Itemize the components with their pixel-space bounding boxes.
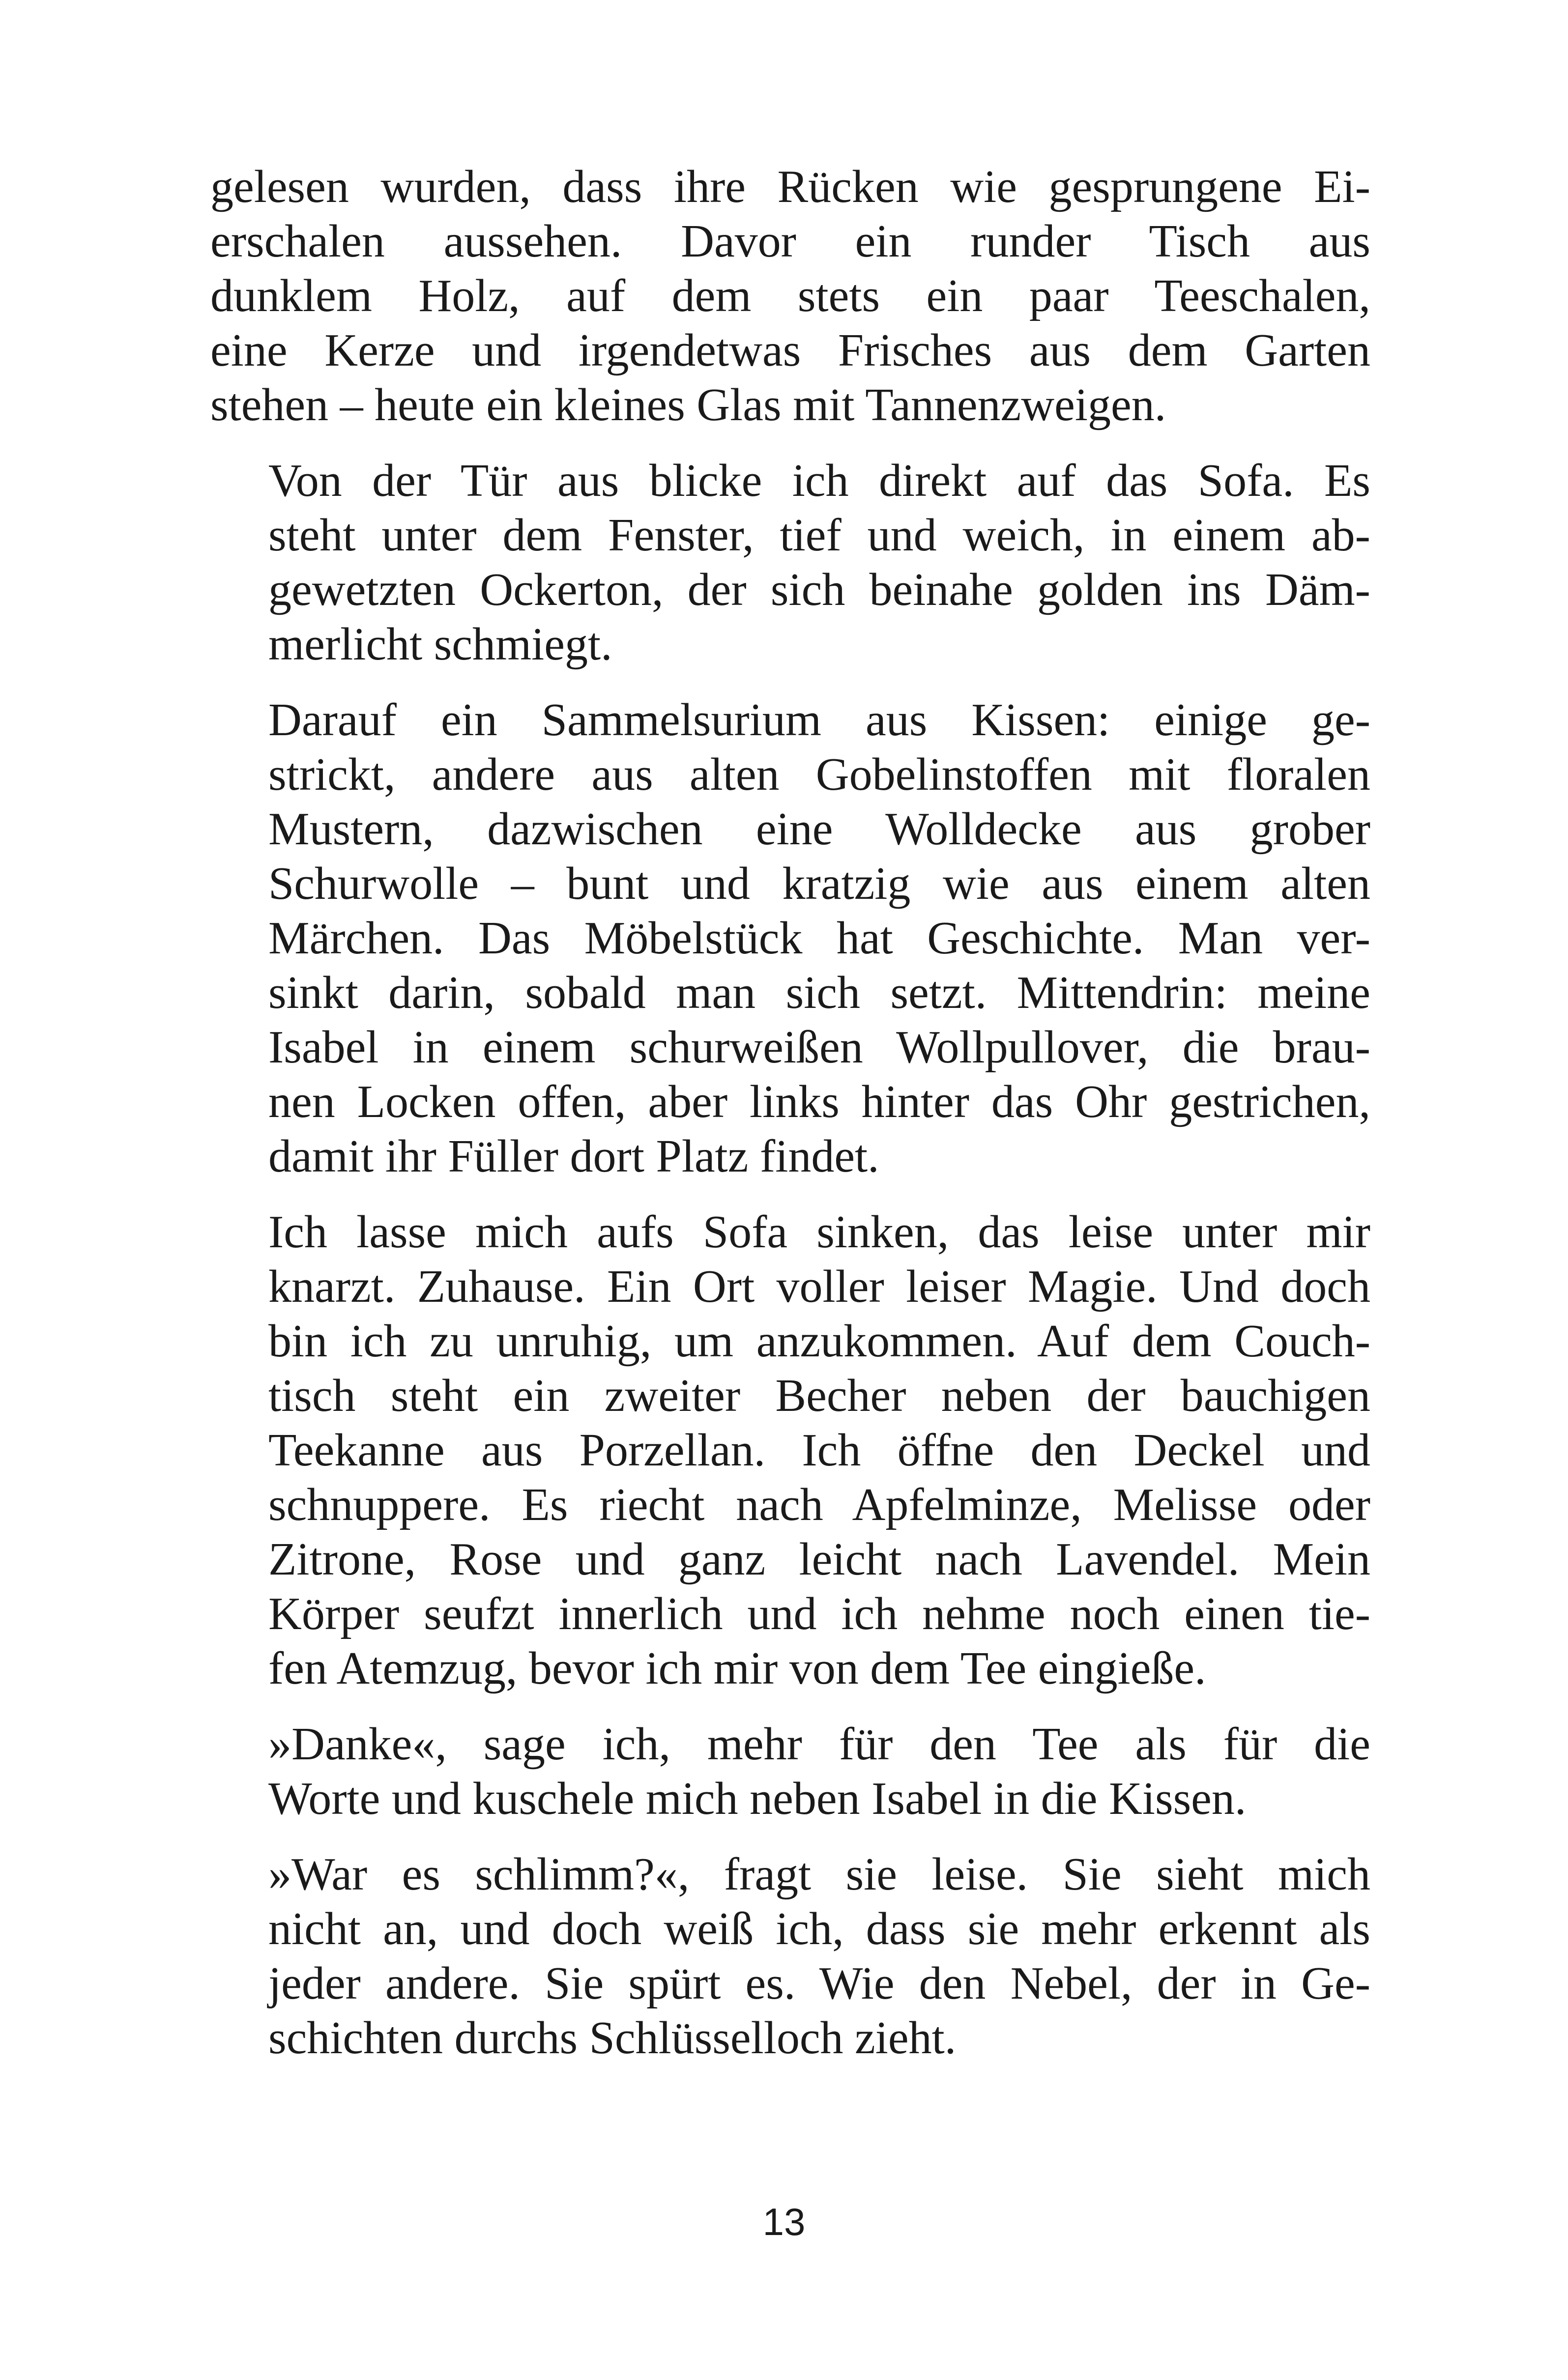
text-line: »Danke«, sage ich, mehr für den Tee als für die: [268, 1719, 1370, 1770]
text-line: Teekanne aus Porzellan. Ich öffne den Deckel und: [268, 1425, 1370, 1476]
text-line: erschalen aussehen. Davor ein runder Tisch aus: [210, 216, 1370, 267]
text-line: Schurwolle – bunt und kratzig wie aus einem alten: [268, 858, 1370, 909]
paragraph: [210, 1847, 1370, 2065]
text-line: Worte und kuschele mich neben Isabel in die Kissen.: [268, 1773, 1247, 1824]
text-line: schnuppere. Es riecht nach Apfelminze, Melisse oder: [268, 1479, 1370, 1530]
text-line: Körper seufzt innerlich und ich nehme noch einen tie-: [268, 1588, 1370, 1639]
page-number: 13: [762, 2200, 806, 2243]
text-line: fen Atemzug, bevor ich mir von dem Tee eingieße.: [268, 1643, 1206, 1694]
text-line: stehen – heute ein kleines Glas mit Tannenzweigen.: [210, 379, 1166, 430]
text-line: »War es schlimm?«, fragt sie leise. Sie sieht mich: [268, 1849, 1370, 1900]
text-line: nen Locken offen, aber links hinter das Ohr gestrichen,: [268, 1076, 1370, 1127]
text-line: eine Kerze und irgendetwas Frisches aus dem Garten: [210, 325, 1370, 376]
text-line: tisch steht ein zweiter Becher neben der bauchigen: [268, 1370, 1370, 1421]
text-line: Märchen. Das Möbelstück hat Geschichte. Man ver-: [268, 913, 1370, 964]
text-line: damit ihr Füller dort Platz findet.: [268, 1131, 879, 1182]
paragraph: [210, 454, 1370, 672]
text-line: Ich lasse mich aufs Sofa sinken, das leise unter mir: [268, 1206, 1370, 1258]
paragraph: [210, 1205, 1370, 1696]
text-line: knarzt. Zuhause. Ein Ort voller leiser Magie. Und doch: [268, 1261, 1370, 1312]
text-line: Von der Tür aus blicke ich direkt auf das Sofa. Es: [268, 455, 1370, 506]
text-line: bin ich zu unruhig, um anzukommen. Auf dem Couch-: [268, 1316, 1370, 1367]
text-line: merlicht schmiegt.: [268, 619, 612, 670]
text-line: gewetzten Ockerton, der sich beinahe golden ins Däm-: [268, 564, 1370, 615]
text-line: nicht an, und doch weiß ich, dass sie mehr erkennt als: [268, 1903, 1370, 1954]
text-line: Zitrone, Rose und ganz leicht nach Lavendel. Mein: [268, 1534, 1370, 1585]
paragraph: [210, 160, 1370, 432]
text-line: strickt, andere aus alten Gobelinstoffen mit floralen: [268, 749, 1370, 800]
text-line: steht unter dem Fenster, tief und weich, in einem ab-: [268, 510, 1370, 561]
text-line: gelesen wurden, dass ihre Rücken wie gesprungene Ei-: [210, 161, 1370, 212]
text-line: sinkt darin, sobald man sich setzt. Mittendrin: meine: [268, 967, 1370, 1018]
paragraph: [210, 1717, 1370, 1826]
text-line: jeder andere. Sie spürt es. Wie den Nebel, der in Ge-: [268, 1958, 1370, 2009]
text-line: Mustern, dazwischen eine Wolldecke aus grober: [268, 803, 1370, 855]
text-line: dunklem Holz, auf dem stets ein paar Teeschalen,: [210, 270, 1370, 321]
body-text: [210, 160, 1370, 2087]
paragraph: [210, 693, 1370, 1184]
text-line: schichten durchs Schlüsselloch zieht.: [268, 2012, 957, 2064]
text-line: Isabel in einem schurweißen Wollpullover, die brau-: [268, 1022, 1370, 1073]
text-line: Darauf ein Sammelsurium aus Kissen: einige ge-: [268, 694, 1370, 746]
